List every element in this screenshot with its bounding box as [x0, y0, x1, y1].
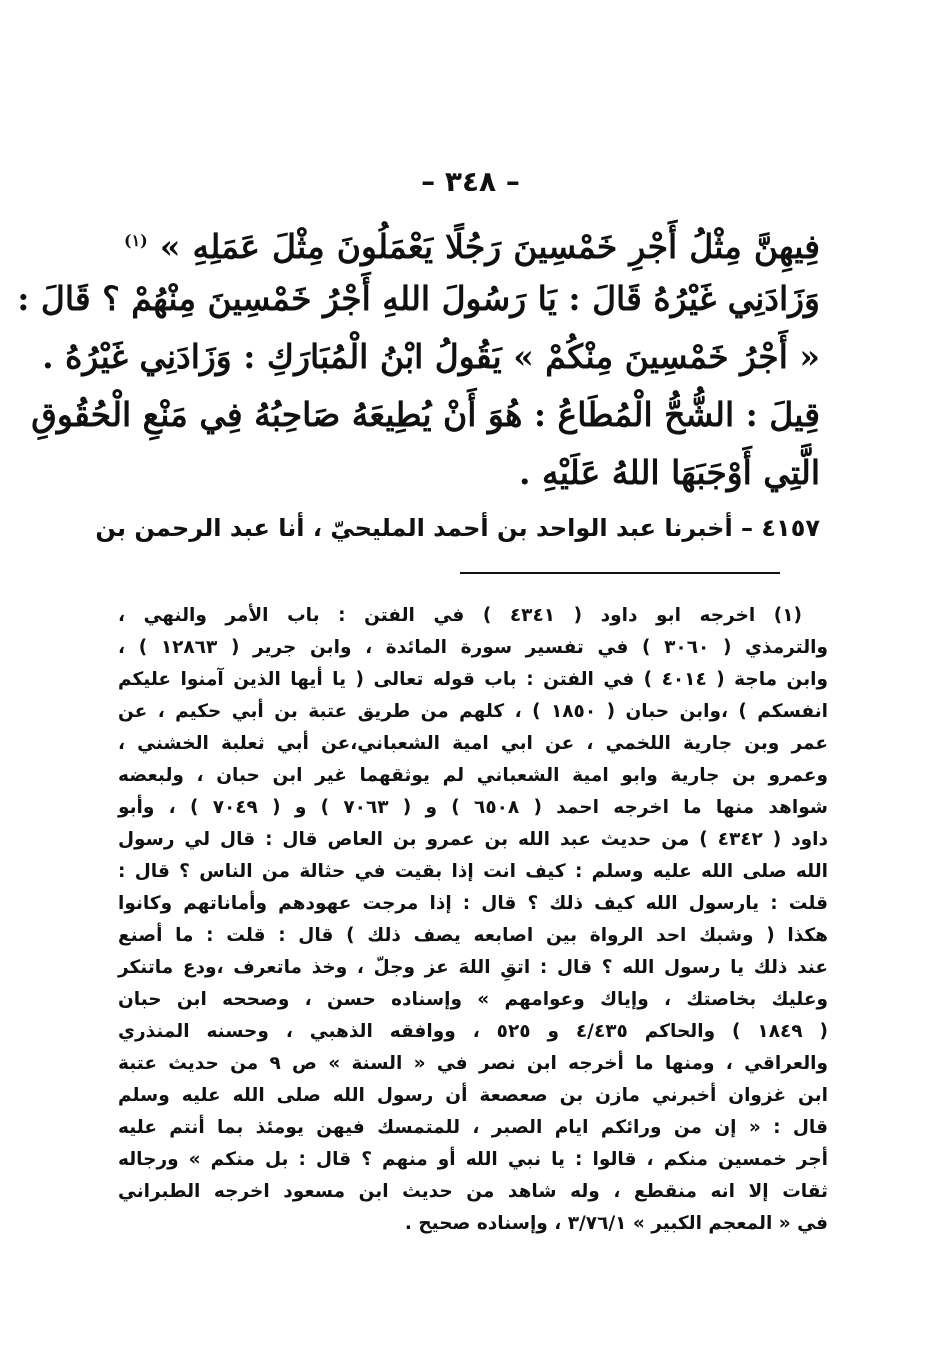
main-text-line: « أَجْرُ خَمْسِينَ مِنْكُمْ » يَقُولُ ابْنُ الْمُبَارَكِ : وَزَادَنِي غَيْرُهُ .	[42, 337, 820, 376]
footnote-line: ( ١٨٤٩ ) والحاكم ٤/٤٣٥ و ٥٢٥ ، ووافقه الذهبي ، وحسنه المنذري	[118, 1021, 828, 1042]
footnote-marker: (١)	[124, 231, 148, 250]
footnote-line: والترمذي ( ٣٠٦٠ ) في تفسير سورة المائدة ، وابن جرير ( ١٢٨٦٣ ) ،	[118, 637, 829, 658]
footnote-line: (١) اخرجه ابو داود ( ٤٣٤١ ) في الفتن : باب الأمر والنهي ،	[118, 605, 802, 626]
footnote-line: الله صلى الله عليه وسلم : كيف انت إذا بقيت في حثالة من الناس ؟ قال :	[118, 861, 828, 882]
footnote-line: ابن غزوان أخبرني مازن بن صعصعة أن رسول الله صلى الله عليه وسلم	[118, 1085, 828, 1106]
footnote-line: وعمرو بن جارية وابو امية الشعباني لم يوثقهما غير ابن حبان ، ولبعضه	[118, 765, 828, 786]
main-text-line: الَّتِي أَوْجَبَهَا اللهُ عَلَيْهِ .	[519, 453, 820, 492]
main-text-line	[120, 212, 820, 270]
footnote-line: داود ( ٤٣٤٢ ) من حديث عبد الله بن عمرو بن العاص قال : قال لي رسول	[118, 829, 828, 850]
footnote-separator	[460, 572, 780, 574]
footnote-line: والعراقي ، ومنها ما أخرجه ابن نصر في « السنة » ص ٩ من حديث عتبة	[118, 1053, 829, 1074]
main-text-line-content: فِيهِنَّ مِثْلُ أَجْرِ خَمْسِينَ رَجُلًا يَعْمَلُونَ مِثْلَ عَمَلِهِ »	[159, 227, 820, 266]
footnote-line: شواهد منها ما اخرجه احمد ( ٦٥٠٨ ) و ( ٧٠٦٣ ) و ( ٧٠٤٩ ) ، وأبو	[118, 797, 828, 818]
footnote-line: عمر وبن جارية اللخمي ، عن ابي امية الشعباني،عن أبي ثعلبة الخشني ،	[118, 733, 828, 754]
footnote-line: هكذا ( وشبك احد الرواة بين اصابعه يصف ذلك ) قال : قلت : ما أصنع	[118, 925, 828, 946]
footnotes	[118, 600, 828, 1240]
footnote-line: في « المعجم الكبير » ٣/٧٦/١ ، وإسناده صحيح .	[404, 1213, 828, 1234]
footnote-line: عند ذلك يا رسول الله ؟ قال : اتقِ اللهَ عز وجلّ ، وخذ ماتعرف ،ودع ماتنكر	[118, 957, 828, 978]
main-text-line: قِيلَ : الشُّحُّ الْمُطَاعُ : هُوَ أَنْ يُطِيعَهُ صَاحِبُهُ فِي مَنْعِ الْحُقُوقِ	[31, 395, 820, 434]
footnote-line: وعليك بخاصتك ، وإياك وعوامهم » وإسناده حسن ، وصححه ابن حبان	[118, 989, 828, 1010]
main-text-line: وَزَادَنِي غَيْرُهُ قَالَ : يَا رَسُولَ اللهِ أَجْرُ خَمْسِينَ مِنْهُمْ ؟ قَالَ :	[17, 279, 820, 318]
footnote-line: ثقات إلا انه منقطع ، وله شاهد من حديث ابن مسعود اخرجه الطبراني	[118, 1181, 828, 1202]
hadith-heading: ٤١٥٧ – أخبرنا عبد الواحد بن أحمد المليحيّ ، أنا عبد الرحمن بن	[95, 514, 820, 542]
footnote-line: انفسكم ) ،وابن حبان ( ١٨٥٠ ) ، كلهم من طريق عتبة بن أبي حكيم ، عن	[118, 701, 828, 722]
footnote-line: قلت : يارسول الله كيف ذلك ؟ قال : إذا مرجت عهودهم وأماناتهم وكانوا	[118, 893, 828, 914]
footnote-line: وابن ماجة ( ٤٠١٤ ) في الفتن : باب قوله تعالى ( يا أيها الذين آمنوا عليكم	[118, 669, 828, 690]
footnote-line: أجر خمسين منكم ، قالوا : يا نبي الله أو منهم ؟ قال : بل منكم » ورجاله	[118, 1149, 828, 1170]
footnote-line: قال : « إن من ورائكم ايام الصبر ، للمتمسك فيهن يومئذ بما أنتم عليه	[118, 1117, 828, 1138]
main-text	[17, 212, 820, 502]
page-number: – ٣٤٨ –	[421, 165, 520, 198]
